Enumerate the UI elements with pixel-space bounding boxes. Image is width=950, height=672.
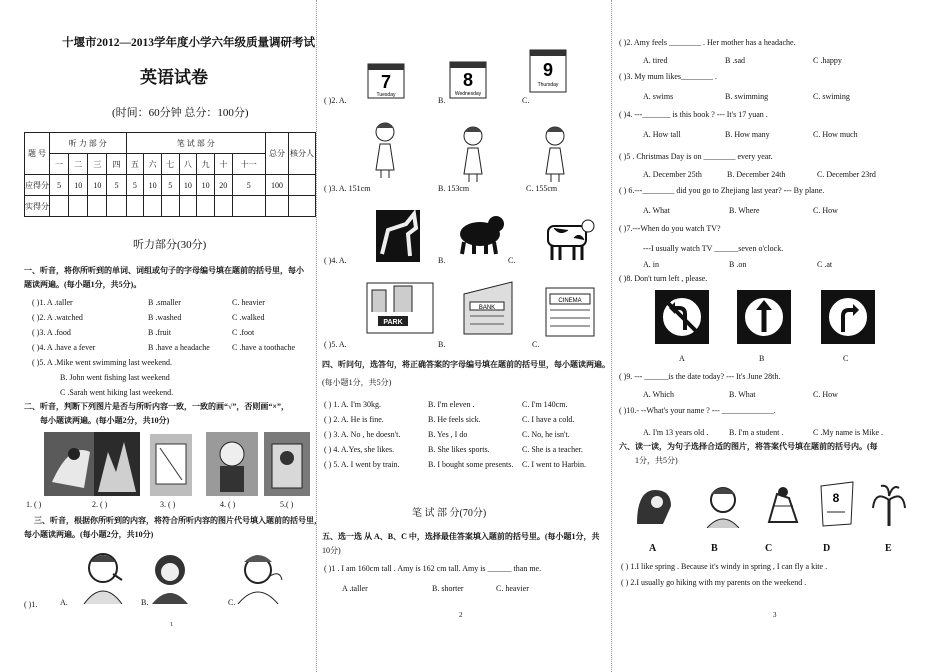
s4-q1-a: ( ) 1. A. I'm 30kg. [324, 400, 381, 409]
s6-label-d: D [823, 543, 831, 554]
c3-q9: ( )9. --- ______is the date today? --- It's June 28th. [619, 372, 781, 381]
s3-picture-a [78, 548, 128, 604]
should-score: 5 [232, 175, 265, 196]
c3-q9-a: A. Which [643, 390, 674, 399]
calendar-day-number: 7 [380, 72, 392, 92]
section-4-title: 四、听问句，选答句，将正确答案的字母编号填在题前的括号里，每小题读两遍。 [322, 360, 610, 369]
table-header-write: 笔 试 部 分 [126, 133, 265, 154]
table-num: 十一 [232, 154, 265, 175]
actual-score-cell[interactable] [197, 196, 215, 217]
s5-q1-a: A .taller [342, 584, 368, 593]
written-section-title: 笔 试 部 分(70分) [412, 508, 487, 519]
s2-picture-1 [44, 432, 96, 496]
q5-opt-b: B. [438, 340, 446, 349]
calendar-icon [448, 56, 488, 100]
s4-q1-c: C. I'm 140cm. [522, 400, 568, 409]
s1-q1-b: B .smaller [148, 298, 181, 307]
s4-q3-b: B. Yes , I do [428, 430, 468, 439]
actual-score-cell[interactable] [126, 196, 144, 217]
s4-q4-c: C. She is a teacher. [522, 445, 583, 454]
s2-picture-4 [206, 432, 258, 496]
no-left-turn-sign-icon [655, 290, 709, 344]
table-num: 九 [197, 154, 215, 175]
c3-q3-a: A. swims [643, 92, 674, 101]
section-1-title: 一、听音，将你所听到的单词、词组或句子的字母编号填在题前的括号里，每小 [24, 266, 304, 275]
q2-opt-b: B. [438, 96, 446, 105]
dog-picture [454, 208, 506, 256]
cinema-picture [540, 280, 600, 338]
should-score: 5 [161, 175, 179, 196]
s6-label-b: B [711, 543, 718, 554]
time-info: (时间：60分钟 总分：100分) [112, 107, 249, 119]
should-score: 5 [107, 175, 126, 196]
table-header-listen: 听 力 部 分 [50, 133, 127, 154]
s1-q2-c: C .walked [232, 313, 265, 322]
s2-answer-3[interactable]: 3. ( ) [160, 500, 176, 509]
s2-picture-5 [264, 432, 310, 496]
c3-q5-c: C. December 23rd [817, 170, 876, 179]
c3-q5-a: A. December 25th [643, 170, 702, 179]
s1-q5-c: C .Sarah went hiking last weekend. [60, 388, 174, 397]
cow-picture [540, 212, 596, 262]
s6-picture-e [869, 480, 909, 528]
s2-answer-5[interactable]: 5.( ) [280, 500, 294, 509]
s1-q4-c: C .have a toothache [232, 343, 296, 352]
s4-q5-a: ( ) 5. A. I went by train. [324, 460, 400, 469]
row-label-should: 应得分 [25, 175, 50, 196]
calendar-day-name: Wednesday [454, 91, 482, 97]
s2-picture-2 [94, 432, 140, 496]
c3-q5-b: B. December 24th [727, 170, 786, 179]
c3-q6-b: B. Where [729, 206, 760, 215]
s1-q3-c: C .foot [232, 328, 255, 337]
s4-q2-a: ( ) 2. A. He is fine. [324, 415, 384, 424]
girl-figure [370, 120, 400, 178]
q3-opt-c: C. 155cm [526, 184, 558, 193]
calendar-icon [528, 46, 568, 94]
should-score: 10 [144, 175, 162, 196]
q8-opt-c: C [843, 354, 849, 363]
c3-q6: ( ) 6.---________ did you go to Zhejiang last year? --- By plane. [619, 186, 825, 195]
table-header-total: 总分 [266, 133, 289, 175]
go-straight-sign-icon [737, 290, 791, 344]
should-score: 10 [197, 175, 215, 196]
s6-picture-d [817, 480, 857, 528]
s4-q2-b: B. He feels sick. [428, 415, 481, 424]
s1-q5: ( )5. A .Mike went swimming last weekend. [32, 358, 172, 367]
column-divider [611, 0, 612, 672]
q5-label: ( )5. A. [324, 340, 347, 349]
s3-opt-a: A. [60, 598, 68, 607]
c3-q3-c: C. swiming [813, 92, 850, 101]
table-num: 十 [214, 154, 232, 175]
c3-q7-answer-line: ---I usually watch TV ______seven o'clock. [643, 244, 784, 253]
should-score: 10 [69, 175, 88, 196]
s4-q3-a: ( ) 3. A. No , he doesn't. [324, 430, 401, 439]
s6-picture-b [703, 482, 743, 528]
s6-label-c: C [765, 543, 773, 554]
s4-q2-c: C. I have a cold. [522, 415, 575, 424]
listen-section-title: 听力部分(30分) [133, 239, 207, 251]
c3-q3-b: B. swimming [725, 92, 769, 101]
exam-title: 十堰市2012—2013学年度小学六年级质量调研考试 [62, 37, 315, 49]
page-number-2: 2 [459, 611, 463, 619]
s4-q3-c: C. No, he isn't. [522, 430, 570, 439]
park-picture [366, 282, 434, 334]
calendar-day-name: Thursday [537, 82, 559, 88]
column-divider [316, 0, 317, 672]
should-score: 10 [88, 175, 107, 196]
q5-opt-c: C. [532, 340, 540, 349]
c3-q9-c: C. How [813, 390, 838, 399]
girl-figure [540, 124, 570, 182]
should-score: 5 [50, 175, 69, 196]
girl-figure [458, 124, 488, 182]
s5-q1-b: B. shorter [432, 584, 464, 593]
table-num: 四 [107, 154, 126, 175]
q2-label: ( )2. A. [324, 96, 347, 105]
row-label-actual: 实得分 [25, 196, 50, 217]
c3-q10-b: B. I'm a student . [729, 428, 784, 437]
c3-q2-b: B .sad [725, 56, 745, 65]
c3-q4-b: B. How many [725, 130, 770, 139]
actual-score-cell[interactable] [144, 196, 162, 217]
q3-opt-b: B. 153cm [438, 184, 470, 193]
actual-score-cell[interactable] [161, 196, 179, 217]
actual-score-cell[interactable] [289, 196, 316, 217]
s4-q5-b: B. I bought some presents. [428, 460, 514, 469]
actual-score-cell[interactable] [214, 196, 232, 217]
empty-cell [289, 175, 316, 196]
s1-q4-a: ( )4. A .have a fever [32, 343, 96, 352]
s5-q1: ( )1 . I am 160cm tall . Amy is 162 cm tall. Amy is ______ than me. [324, 564, 542, 573]
c3-q2: ( )2. Amy feels ________ . Her mother has a headache. [619, 38, 796, 47]
bank-picture [460, 278, 516, 336]
exam-subtitle: 英语试卷 [140, 68, 208, 87]
c3-q10-a: A. I'm 13 years old . [643, 428, 709, 437]
c3-q7: ( )7.---When do you watch TV? [619, 224, 721, 233]
q4-label: ( )4. A. [324, 256, 347, 265]
table-num: 一 [50, 154, 69, 175]
page-number-3: 3 [773, 611, 777, 619]
s1-q2-b: B .washed [148, 313, 182, 322]
s4-q1-b: B. I'm eleven . [428, 400, 475, 409]
score-table [24, 132, 316, 217]
c3-q6-a: A. What [643, 206, 670, 215]
total-score: 100 [266, 175, 289, 196]
turn-right-sign-icon [821, 290, 875, 344]
q8-opt-b: B [759, 354, 765, 363]
c3-q2-a: A. tired [643, 56, 668, 65]
s6-label-a: A [649, 543, 657, 554]
table-num: 八 [179, 154, 197, 175]
c3-q10: ( )10.- --What's your name ? --- _____________. [619, 406, 776, 415]
s1-q4-b: B .have a headache [148, 343, 210, 352]
q4-opt-c: C. [508, 256, 516, 265]
section-3-title-2: 每小题读两遍。(每小题2分，共10分) [24, 530, 154, 539]
s6-q1: ( ) 1.I like spring . Because it's windy in spring , I can fly a kite . [621, 562, 828, 571]
s3-opt-c: C. [228, 598, 236, 607]
table-header-no: 题 号 [25, 133, 50, 175]
s6-label-e: E [885, 543, 892, 554]
park-sign-text: PARK [383, 319, 403, 326]
should-score: 20 [214, 175, 232, 196]
section-5-title-2: 10分) [322, 546, 341, 555]
s6-picture-a [633, 484, 673, 528]
section-5-title: 五、选一选 从 A、B、C 中，选择最佳答案填入题前的括号里。(每小题1分，共 [322, 532, 600, 541]
s2-answer-2[interactable]: 2. ( ) [92, 500, 108, 509]
q4-opt-b: B. [438, 256, 446, 265]
s3-picture-b [146, 548, 194, 604]
c3-q4: ( )4. ---_______ is this book ? --- It's 17 yuan . [619, 110, 768, 119]
c3-q4-a: A. How tall [643, 130, 681, 139]
c3-q7-b: B .on [729, 260, 747, 269]
c3-q7-c: C .at [817, 260, 833, 269]
c3-q9-b: B. What [729, 390, 756, 399]
section-1-title-2: 题读两遍。(每小题1分，共5分)。 [24, 280, 142, 289]
table-num: 六 [144, 154, 162, 175]
c3-q2-c: C .happy [813, 56, 842, 65]
s1-q2-a: ( )2. A .watched [32, 313, 83, 322]
q3-label: ( )3. A. 151cm [324, 184, 371, 193]
s3-picture-c [230, 550, 286, 604]
cinema-sign-text: CINEMA [558, 298, 582, 304]
table-num: 五 [126, 154, 144, 175]
section-2-title-2: 每小题读两遍。(每小题2分，共10分) [40, 416, 170, 425]
actual-score-cell[interactable] [179, 196, 197, 217]
s2-answer-1[interactable]: 1. ( ) [26, 500, 42, 509]
s4-q4-a: ( ) 4. A.Yes, she likes. [324, 445, 395, 454]
section-6-title: 六、读一读，为句子选择合适的图片，将答案代号填在题前的括号内。(每 [619, 442, 878, 451]
actual-score-cell[interactable] [266, 196, 289, 217]
section-3-title: 三、听音，根据你所听到的内容，将符合所听内容的图片代号填入题前的括号里， [34, 516, 322, 525]
s1-q1-a: ( )1. A .taller [32, 298, 73, 307]
actual-score-cell[interactable] [107, 196, 126, 217]
section-4-title-2: (每小题1分，共5分) [322, 378, 392, 387]
s1-q5-b: B. John went fishing last weekend [60, 373, 170, 382]
s2-picture-3 [150, 434, 192, 496]
c3-q3: ( )3. My mum likes________ . [619, 72, 717, 81]
s3-opt-b: B. [141, 598, 149, 607]
table-header-checker: 核分人 [289, 133, 316, 175]
page-3 [613, 0, 950, 672]
s4-q5-c: C. I went to Harbin. [522, 460, 586, 469]
q8-opt-a: A [679, 354, 685, 363]
bank-sign-text: BANK [478, 305, 496, 311]
s2-answer-4[interactable]: 4. ( ) [220, 500, 236, 509]
s1-q1-c: C. heavier [232, 298, 265, 307]
table-num: 三 [88, 154, 107, 175]
calendar-icon [366, 58, 406, 100]
section-2-title: 二、听音，判断下列图片是否与所听内容一致，一致的画“√”，否则画“×”， [24, 402, 289, 411]
c3-q5: ( )5 . Christmas Day is on ________ every year. [619, 152, 773, 161]
q2-opt-c: C. [522, 96, 530, 105]
page-number-1: 1 [170, 622, 173, 628]
section-6-title-2: 1分，共5分) [635, 456, 678, 465]
s3-q1: ( )1. [24, 600, 38, 609]
actual-score-cell[interactable] [50, 196, 69, 217]
actual-score-cell[interactable] [69, 196, 88, 217]
page-1 [0, 0, 322, 672]
s4-q4-b: B. She likes sports. [428, 445, 490, 454]
actual-score-cell[interactable] [232, 196, 265, 217]
calendar-day-number: 8 [462, 70, 474, 90]
c3-q7-a: A. in [643, 260, 659, 269]
s6-q2: ( ) 2.I usually go hiking with my parents on the weekend . [621, 578, 807, 587]
c3-q6-c: C. How [813, 206, 838, 215]
actual-score-cell[interactable] [88, 196, 107, 217]
s6-picture-c [763, 484, 803, 526]
horse-picture [376, 210, 420, 262]
calendar-day-name: Tuesday [376, 92, 396, 98]
c3-q10-c: C .My name is Mike . [813, 428, 883, 437]
s1-q3-a: ( )3. A .food [32, 328, 71, 337]
table-num: 二 [69, 154, 88, 175]
should-score: 5 [126, 175, 144, 196]
table-num: 七 [161, 154, 179, 175]
calendar-day-number: 9 [542, 60, 554, 80]
s6-d-number: 8 [832, 491, 840, 505]
s1-q3-b: B .fruit [148, 328, 172, 337]
c3-q8: ( )8. Don't turn left , please. [619, 274, 708, 283]
s5-q1-c: C. heavier [496, 584, 529, 593]
c3-q4-c: C. How much [813, 130, 858, 139]
should-score: 10 [179, 175, 197, 196]
page-2 [318, 0, 613, 672]
